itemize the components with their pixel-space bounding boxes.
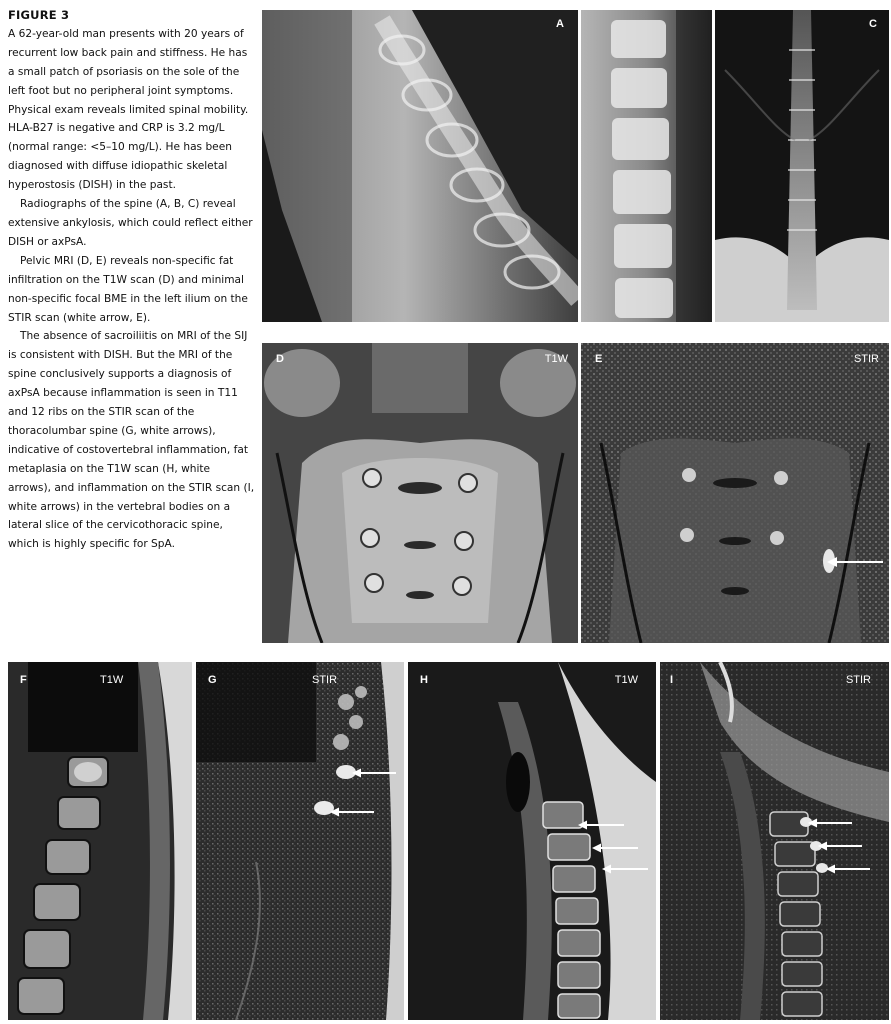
caption-paragraph-2: Radiographs of the spine (A, B, C) reveal extensive ankylosis, which could reflect either DISH or axPsA. — [8, 198, 253, 248]
panel-e-image — [581, 343, 889, 643]
panel-d-label: D — [276, 353, 284, 365]
panel-a-label: A — [556, 18, 564, 30]
panel-c-image — [715, 10, 889, 322]
panel-e-arrow-icon — [827, 555, 883, 569]
panel-i-arrow-1-icon — [808, 817, 852, 829]
panel-e-mri — [581, 343, 889, 643]
panel-h-arrow-3-icon — [602, 863, 648, 875]
panel-f-mri — [8, 662, 192, 1020]
panel-b-image — [581, 10, 712, 322]
panel-b-radiograph — [581, 10, 712, 322]
panel-g-image — [196, 662, 404, 1020]
panel-h-arrow-2-icon — [592, 842, 638, 854]
panel-h-arrow-1-icon — [578, 819, 624, 831]
panel-d-image — [262, 343, 578, 643]
panel-h-label: H — [420, 674, 428, 686]
figure-title: FIGURE 3 — [8, 8, 70, 22]
panel-d-sequence-label: T1W — [544, 353, 568, 365]
panel-c-label: C — [869, 18, 877, 30]
panel-e-sequence-label: STIR — [853, 353, 879, 365]
panel-f-image — [8, 662, 192, 1020]
caption-paragraph-4: The absence of sacroiliitis on MRI of the SIJ is consistent with DISH. But the MRI of the spine conclusively supports a diagnosis of axPsA because inflammation is seen in T11 and 12 ribs on the STIR scan of the thoracolumbar spine (G, white arrows), indicative of costovertebral inflammation, fat metaplasia on the T1W scan (H, white arrows), and inflammation on the STIR scan (I, white arrows) in the vertebral bodies on a lateral slice of the cervicothoracic spine, which is highly specific for SpA. — [8, 330, 255, 551]
panel-a-image — [262, 10, 578, 322]
panel-e-label: E — [595, 353, 603, 365]
panel-i-sequence-label: STIR — [845, 674, 871, 686]
panel-c-radiograph — [715, 10, 889, 322]
panel-h-sequence-label: T1W — [614, 674, 638, 686]
panel-i-label: I — [670, 674, 674, 686]
panel-g-sequence-label: STIR — [312, 674, 338, 686]
panel-i-arrow-3-icon — [826, 863, 870, 875]
panel-a-radiograph — [262, 10, 578, 322]
panel-g-arrow-2-icon — [330, 806, 374, 818]
panel-d-mri — [262, 343, 578, 643]
panel-f-label: F — [20, 674, 27, 686]
caption-paragraph-1: A 62-year-old man presents with 20 years of recurrent low back pain and stiffness. He has a small patch of psoriasis on the sole of the left foot but no peripheral joint symptoms. Physical exam reveals limited spinal mobility. HLA-B27 is negative and CRP is 3.2 mg/L (normal range: <5–10 mg/L). He has been diagnosed with diffuse idiopathic skeletal hyperostosis (DISH) in the past. — [8, 27, 249, 192]
panel-g-label: G — [208, 674, 217, 686]
caption-paragraph-3: Pelvic MRI (D, E) reveals non-specific fat infiltration on the T1W scan (D) and minimal non-specific focal BME in the left ilium on the STIR scan (white arrow, E). — [8, 254, 248, 324]
panel-g-mri — [196, 662, 404, 1020]
figure-caption — [8, 6, 256, 554]
panel-i-mri — [660, 662, 889, 1020]
panel-i-arrow-2-icon — [818, 840, 862, 852]
panel-g-arrow-1-icon — [352, 767, 396, 779]
panel-f-sequence-label: T1W — [100, 674, 124, 686]
panel-h-image — [408, 662, 656, 1020]
panel-h-mri — [408, 662, 656, 1020]
